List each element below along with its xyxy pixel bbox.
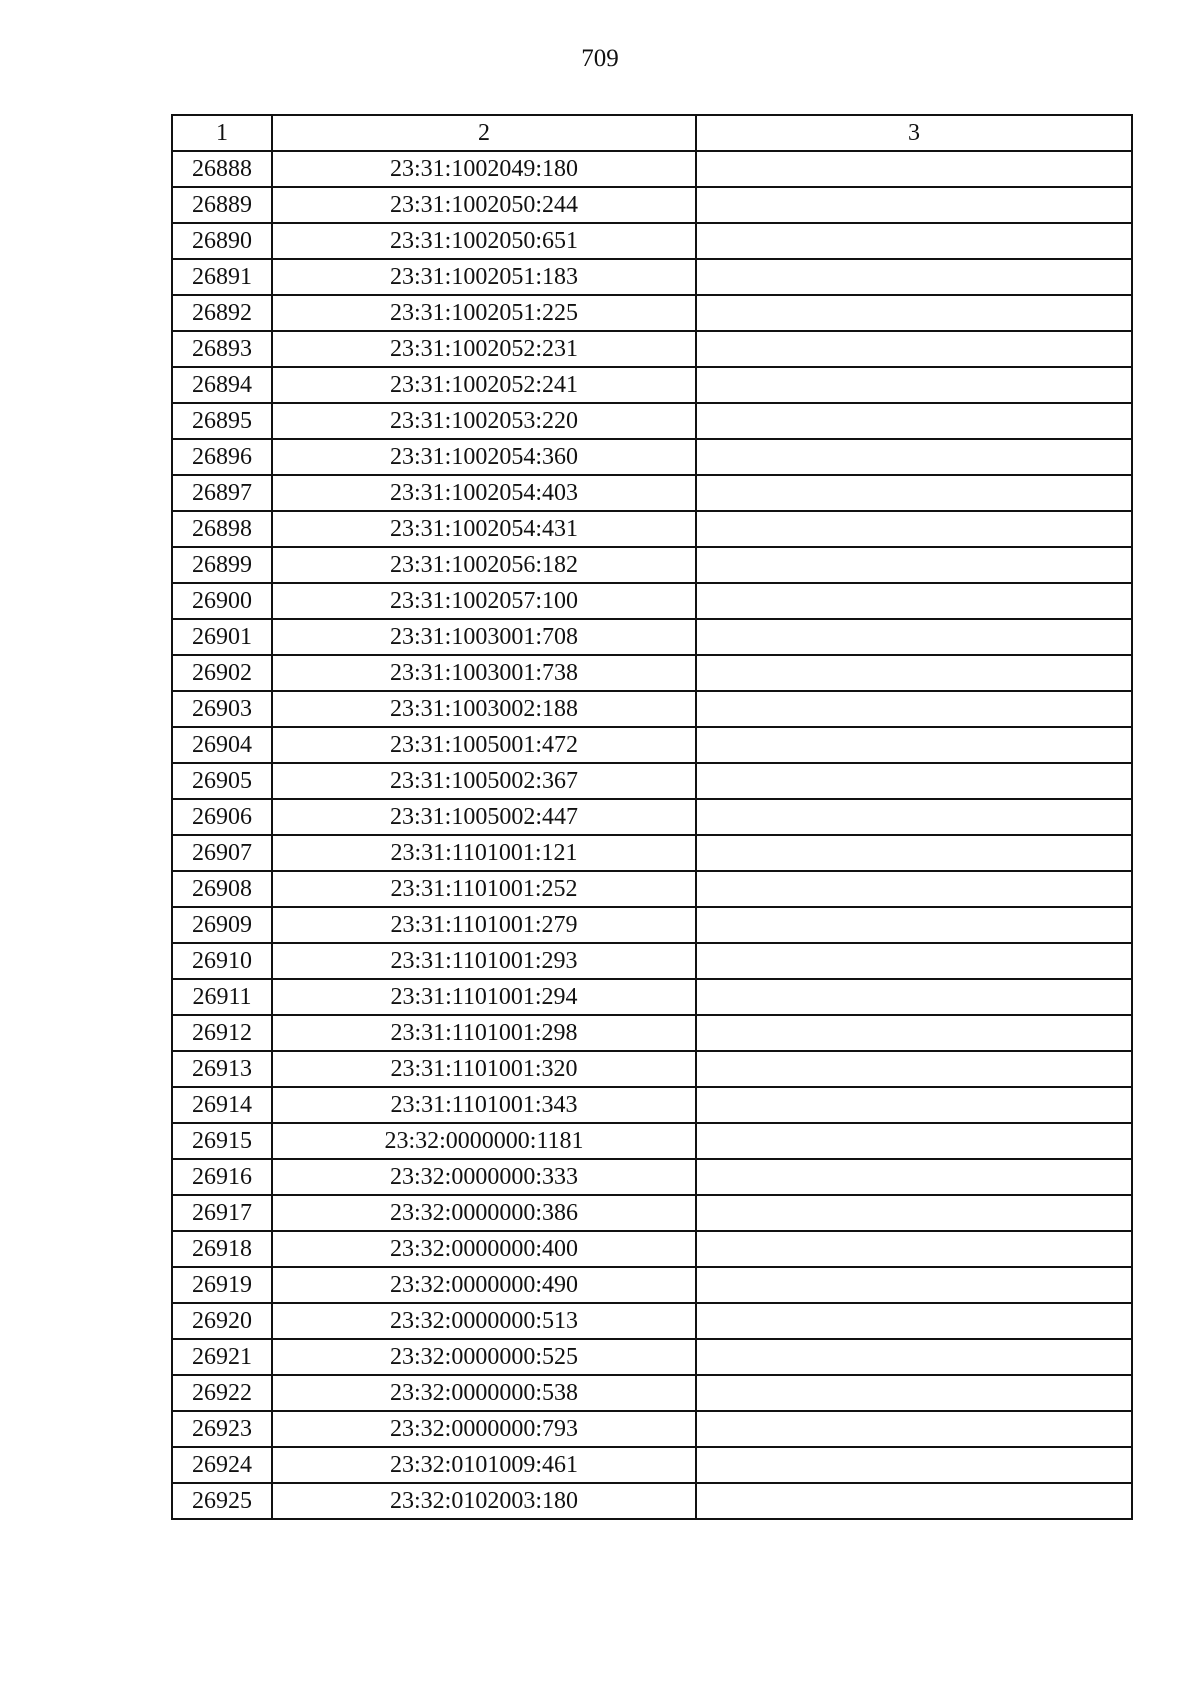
note-cell xyxy=(696,223,1132,259)
note-cell xyxy=(696,511,1132,547)
row-number-cell: 26909 xyxy=(172,907,272,943)
note-cell xyxy=(696,475,1132,511)
note-cell xyxy=(696,1123,1132,1159)
row-number-cell: 26907 xyxy=(172,835,272,871)
row-number-cell: 26906 xyxy=(172,799,272,835)
row-number-cell: 26894 xyxy=(172,367,272,403)
note-cell xyxy=(696,835,1132,871)
cadastral-number-cell: 23:31:1101001:320 xyxy=(272,1051,696,1087)
note-cell xyxy=(696,331,1132,367)
table-row xyxy=(172,1015,1132,1051)
row-number-cell: 26897 xyxy=(172,475,272,511)
cadastral-number-cell: 23:31:1101001:343 xyxy=(272,1087,696,1123)
cadastral-number-cell: 23:31:1002053:220 xyxy=(272,403,696,439)
row-number-cell: 26902 xyxy=(172,655,272,691)
table-row xyxy=(172,511,1132,547)
cadastral-number-cell: 23:32:0000000:490 xyxy=(272,1267,696,1303)
cadastral-number-cell: 23:31:1002050:244 xyxy=(272,187,696,223)
table-row xyxy=(172,475,1132,511)
row-number-cell: 26912 xyxy=(172,1015,272,1051)
table-row xyxy=(172,1303,1132,1339)
cadastral-number-cell: 23:32:0000000:525 xyxy=(272,1339,696,1375)
table-row xyxy=(172,583,1132,619)
row-number-cell: 26923 xyxy=(172,1411,272,1447)
column-header-2: 2 xyxy=(272,115,696,151)
cadastral-number-cell: 23:32:0000000:538 xyxy=(272,1375,696,1411)
table-row xyxy=(172,187,1132,223)
note-cell xyxy=(696,763,1132,799)
note-cell xyxy=(696,907,1132,943)
note-cell xyxy=(696,151,1132,187)
row-number-cell: 26898 xyxy=(172,511,272,547)
cadastral-number-cell: 23:31:1002052:241 xyxy=(272,367,696,403)
row-number-cell: 26890 xyxy=(172,223,272,259)
table-row xyxy=(172,547,1132,583)
cadastral-number-cell: 23:31:1002056:182 xyxy=(272,547,696,583)
cadastral-number-cell: 23:31:1002054:360 xyxy=(272,439,696,475)
cadastral-number-cell: 23:32:0000000:400 xyxy=(272,1231,696,1267)
row-number-cell: 26919 xyxy=(172,1267,272,1303)
row-number-cell: 26916 xyxy=(172,1159,272,1195)
note-cell xyxy=(696,655,1132,691)
note-cell xyxy=(696,1159,1132,1195)
table-row xyxy=(172,1051,1132,1087)
table-row xyxy=(172,1195,1132,1231)
row-number-cell: 26925 xyxy=(172,1483,272,1519)
note-cell xyxy=(696,1411,1132,1447)
cadastral-number-cell: 23:31:1005002:367 xyxy=(272,763,696,799)
table-row xyxy=(172,655,1132,691)
table-row xyxy=(172,619,1132,655)
row-number-cell: 26905 xyxy=(172,763,272,799)
table-row xyxy=(172,259,1132,295)
row-number-cell: 26888 xyxy=(172,151,272,187)
cadastral-number-cell: 23:31:1002052:231 xyxy=(272,331,696,367)
note-cell xyxy=(696,1267,1132,1303)
table-row xyxy=(172,331,1132,367)
row-number-cell: 26889 xyxy=(172,187,272,223)
note-cell xyxy=(696,1051,1132,1087)
cadastral-number-cell: 23:32:0000000:1181 xyxy=(272,1123,696,1159)
cadastral-number-cell: 23:32:0000000:513 xyxy=(272,1303,696,1339)
note-cell xyxy=(696,799,1132,835)
row-number-cell: 26921 xyxy=(172,1339,272,1375)
note-cell xyxy=(696,1447,1132,1483)
cadastral-number-cell: 23:32:0000000:333 xyxy=(272,1159,696,1195)
table-row xyxy=(172,403,1132,439)
cadastral-number-cell: 23:31:1101001:298 xyxy=(272,1015,696,1051)
table-row xyxy=(172,1123,1132,1159)
table-row xyxy=(172,727,1132,763)
row-number-cell: 26917 xyxy=(172,1195,272,1231)
note-cell xyxy=(696,295,1132,331)
note-cell xyxy=(696,943,1132,979)
row-number-cell: 26924 xyxy=(172,1447,272,1483)
note-cell xyxy=(696,259,1132,295)
row-number-cell: 26893 xyxy=(172,331,272,367)
note-cell xyxy=(696,619,1132,655)
table-row xyxy=(172,439,1132,475)
cadastral-number-cell: 23:31:1101001:252 xyxy=(272,871,696,907)
row-number-cell: 26908 xyxy=(172,871,272,907)
table-row xyxy=(172,907,1132,943)
row-number-cell: 26920 xyxy=(172,1303,272,1339)
row-number-cell: 26913 xyxy=(172,1051,272,1087)
row-number-cell: 26922 xyxy=(172,1375,272,1411)
row-number-cell: 26899 xyxy=(172,547,272,583)
cadastral-number-cell: 23:31:1002057:100 xyxy=(272,583,696,619)
note-cell xyxy=(696,1087,1132,1123)
row-number-cell: 26914 xyxy=(172,1087,272,1123)
cadastral-number-cell: 23:31:1002049:180 xyxy=(272,151,696,187)
page-number: 709 xyxy=(581,45,619,72)
cadastral-number-cell: 23:32:0101009:461 xyxy=(272,1447,696,1483)
column-header-1: 1 xyxy=(172,115,272,151)
cadastral-number-cell: 23:31:1101001:121 xyxy=(272,835,696,871)
note-cell xyxy=(696,727,1132,763)
row-number-cell: 26896 xyxy=(172,439,272,475)
row-number-cell: 26900 xyxy=(172,583,272,619)
row-number-cell: 26891 xyxy=(172,259,272,295)
note-cell xyxy=(696,1339,1132,1375)
row-number-cell: 26918 xyxy=(172,1231,272,1267)
table-body xyxy=(172,151,1132,1519)
cadastral-number-cell: 23:32:0102003:180 xyxy=(272,1483,696,1519)
cadastral-number-cell: 23:31:1002054:431 xyxy=(272,511,696,547)
table-row xyxy=(172,1267,1132,1303)
table-row xyxy=(172,1375,1132,1411)
table-row xyxy=(172,1087,1132,1123)
table-row xyxy=(172,151,1132,187)
table-row xyxy=(172,835,1132,871)
note-cell xyxy=(696,871,1132,907)
table-row xyxy=(172,871,1132,907)
note-cell xyxy=(696,1375,1132,1411)
table-row xyxy=(172,367,1132,403)
cadastral-number-cell: 23:31:1003001:708 xyxy=(272,619,696,655)
row-number-cell: 26903 xyxy=(172,691,272,727)
table-row xyxy=(172,1447,1132,1483)
row-number-cell: 26915 xyxy=(172,1123,272,1159)
note-cell xyxy=(696,187,1132,223)
cadastral-number-cell: 23:31:1002054:403 xyxy=(272,475,696,511)
row-number-cell: 26911 xyxy=(172,979,272,1015)
note-cell xyxy=(696,403,1132,439)
cadastral-number-cell: 23:31:1101001:293 xyxy=(272,943,696,979)
note-cell xyxy=(696,1195,1132,1231)
table-row xyxy=(172,763,1132,799)
table-row xyxy=(172,1159,1132,1195)
table-row xyxy=(172,1231,1132,1267)
cadastral-number-cell: 23:31:1002051:183 xyxy=(272,259,696,295)
cadastral-number-cell: 23:32:0000000:386 xyxy=(272,1195,696,1231)
table-row xyxy=(172,979,1132,1015)
note-cell xyxy=(696,979,1132,1015)
cadastral-number-cell: 23:31:1101001:294 xyxy=(272,979,696,1015)
table-row xyxy=(172,943,1132,979)
row-number-cell: 26910 xyxy=(172,943,272,979)
cadastral-number-cell: 23:32:0000000:793 xyxy=(272,1411,696,1447)
note-cell xyxy=(696,691,1132,727)
table-row xyxy=(172,1411,1132,1447)
cadastral-number-cell: 23:31:1003002:188 xyxy=(272,691,696,727)
table-row xyxy=(172,223,1132,259)
table-row xyxy=(172,1339,1132,1375)
row-number-cell: 26904 xyxy=(172,727,272,763)
note-cell xyxy=(696,1231,1132,1267)
table-row xyxy=(172,799,1132,835)
cadastral-number-cell: 23:31:1002050:651 xyxy=(272,223,696,259)
row-number-cell: 26895 xyxy=(172,403,272,439)
table-header xyxy=(172,115,1132,151)
table-row xyxy=(172,295,1132,331)
note-cell xyxy=(696,1015,1132,1051)
cadastral-number-cell: 23:31:1005002:447 xyxy=(272,799,696,835)
cadastral-number-cell: 23:31:1101001:279 xyxy=(272,907,696,943)
header-row xyxy=(172,115,1132,151)
column-header-3: 3 xyxy=(696,115,1132,151)
note-cell xyxy=(696,547,1132,583)
table-row xyxy=(172,691,1132,727)
cadastral-number-cell: 23:31:1005001:472 xyxy=(272,727,696,763)
registry-table xyxy=(171,114,1133,1520)
table-row xyxy=(172,1483,1132,1519)
row-number-cell: 26901 xyxy=(172,619,272,655)
note-cell xyxy=(696,367,1132,403)
cadastral-number-cell: 23:31:1002051:225 xyxy=(272,295,696,331)
note-cell xyxy=(696,1303,1132,1339)
note-cell xyxy=(696,439,1132,475)
note-cell xyxy=(696,1483,1132,1519)
row-number-cell: 26892 xyxy=(172,295,272,331)
cadastral-number-cell: 23:31:1003001:738 xyxy=(272,655,696,691)
note-cell xyxy=(696,583,1132,619)
